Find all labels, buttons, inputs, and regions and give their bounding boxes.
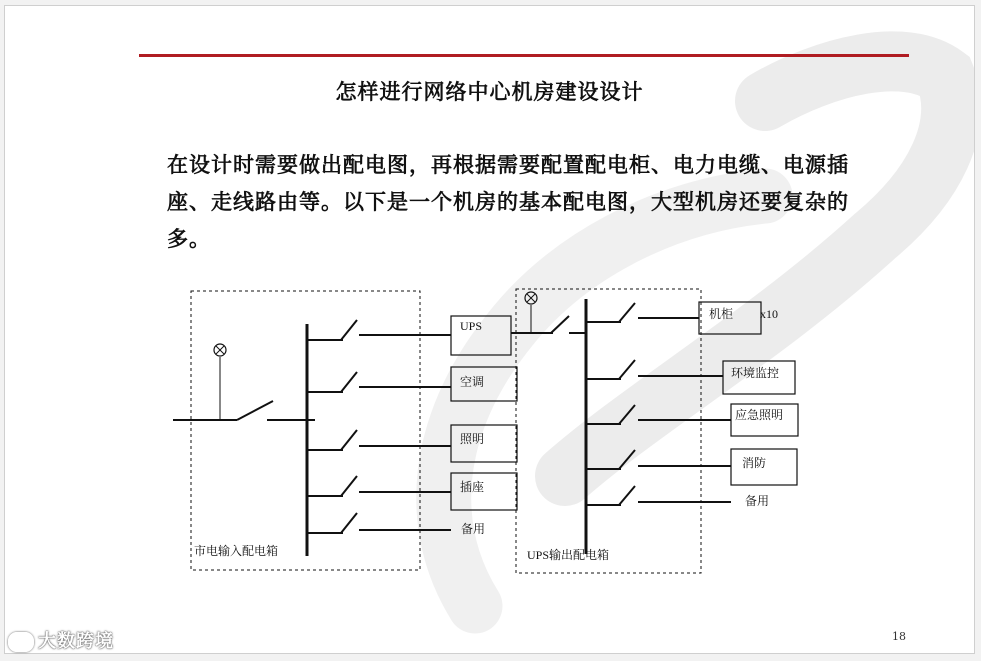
power-distribution-diagram <box>5 6 975 654</box>
left-branch-ac <box>307 372 451 392</box>
right-label-cabinet: 机柜 <box>709 307 734 321</box>
left-label-lighting: 照明 <box>460 432 485 446</box>
slide <box>4 5 975 654</box>
page-number: 18 <box>892 630 906 643</box>
left-branch-ups <box>307 320 451 340</box>
left-label-ups: UPS <box>460 319 483 333</box>
right-branch-spare <box>586 486 731 505</box>
right-branch-emergency-lighting <box>586 405 731 424</box>
right-label-fire: 消防 <box>742 456 767 470</box>
left-panel-caption: 市电输入配电箱 <box>194 544 279 558</box>
left-label-spare: 备用 <box>461 522 486 536</box>
left-branch-spare <box>307 513 451 533</box>
watermark <box>8 627 114 653</box>
right-multiplier: x10 <box>760 307 778 321</box>
right-panel-frame <box>516 289 701 573</box>
slide-title: 怎样进行网络中心机房建设设计 <box>335 79 644 104</box>
left-branch-lighting <box>307 430 451 450</box>
right-branch-cabinet <box>586 303 699 322</box>
right-label-emergency-lighting: 应急照明 <box>735 408 784 422</box>
right-branch-fire <box>586 450 731 469</box>
left-label-sockets: 插座 <box>460 480 485 494</box>
right-branch-monitoring <box>586 360 723 379</box>
left-label-ac: 空调 <box>460 375 485 389</box>
left-branch-sockets <box>307 476 451 496</box>
right-label-monitoring: 环境监控 <box>731 366 780 380</box>
body-paragraph: 在设计时需要做出配电图，再根据需要配置配电柜、电力电缆、电源插座、走线路由等。以下是一个机房的基本配电图，大型机房还要复杂的多。 <box>167 152 849 251</box>
watermark-logo-icon <box>8 632 34 652</box>
watermark-text: 大数跨境 <box>38 631 114 652</box>
right-label-spare: 备用 <box>745 494 770 508</box>
right-panel-caption: UPS输出配电箱 <box>527 548 610 562</box>
